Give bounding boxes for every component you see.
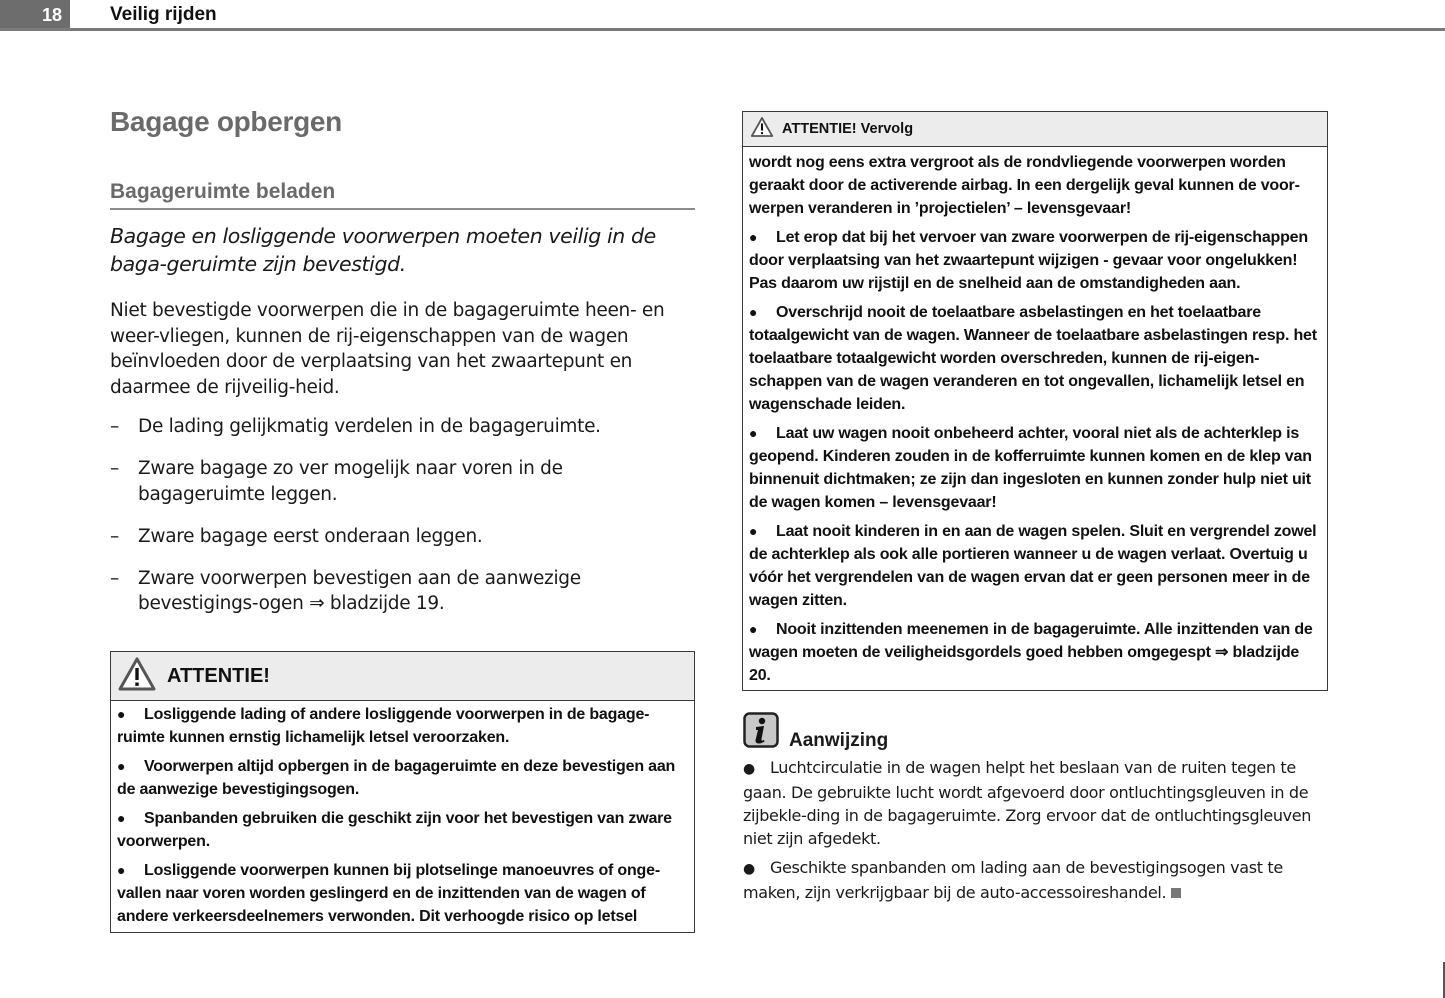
bullet-icon: ●	[117, 810, 126, 826]
warning-item: ● Losliggende voorwerpen kunnen bij plotselinge manoeuvres of onge-vallen naar voren worden geslingerd en de inzittenden van de wagen of andere verkeersdeelnemers verwonden. Dit verhoogde risico op letsel	[117, 859, 688, 928]
warning-item: ● Laat nooit kinderen in en aan de wagen spelen. Sluit en vergrendel zowel de achterklep als ook alle portieren wanneer u de wagen verlaat. Overtuig u vóór het vergrendelen van de wagen ervan dat er geen personen meer in de wagen zitten.	[749, 520, 1321, 612]
note-title: Aanwijzing	[789, 730, 889, 751]
warning-body	[743, 147, 1327, 687]
bullet-icon: ●	[117, 758, 126, 774]
bullet-icon: ●	[749, 621, 758, 637]
note-item: ● Luchtcirculatie in de wagen helpt het beslaan van de ruiten tegen te gaan. De gebruikte lucht wordt afgevoerd door ontluchtingsgleuven in de zijbekle-ding in de bagageruimte. Zorg ervoor dat de ontluchtingsgleuven niet zijn afgedekt.	[743, 758, 1312, 848]
header-rule	[0, 28, 1445, 31]
bullet-icon: ●	[117, 706, 126, 722]
bullet-icon: ●	[743, 761, 755, 777]
dash-marker: –	[110, 525, 119, 547]
warning-item: ● Laat uw wagen nooit onbeheerd achter, vooral niet als de achterklep is geopend. Kinderen zouden in de kofferruimte kunnen komen en de klep van binnenuit dichtmaken; ze zijn dan ingesloten en kunnen zonder hulp niet uit de wagen komen – levensgevaar!	[749, 422, 1321, 514]
bullet-icon: ●	[749, 304, 758, 320]
body-paragraph: Niet bevestigde voorwerpen die in de bagageruimte heen- en weer-vliegen, kunnen de rij-eigenschappen van de wagen beïnvloeden door de verplaatsing van het zwaartepunt en daarmee de rijveilig-heid.	[110, 300, 665, 398]
page-number: 18	[0, 0, 70, 29]
warning-box	[110, 651, 695, 933]
instruction-text: Zware bagage zo ver mogelijk naar voren in de bagageruimte leggen.	[138, 458, 563, 505]
end-of-section-icon	[1171, 888, 1181, 898]
instruction-list	[110, 414, 695, 617]
warning-title: ATTENTIE! Vervolg	[782, 121, 914, 137]
instruction-text: De lading gelijkmatig verdelen in de bagageruimte.	[138, 416, 601, 437]
note-section	[743, 716, 1333, 910]
warning-item: ● Spanbanden gebruiken die geschikt zijn voor het bevestigen van zware voorwerpen.	[117, 807, 688, 853]
warning-header	[743, 112, 1327, 147]
warning-header	[111, 652, 694, 701]
instruction-text: Zware bagage eerst onderaan leggen.	[138, 525, 483, 547]
note-header	[743, 716, 1333, 752]
running-title: Veilig rijden	[110, 4, 217, 25]
warning-box-continued	[742, 111, 1328, 691]
warning-title: ATTENTIE!	[167, 664, 270, 687]
warning-continuation: wordt nog eens extra vergroot als de rondvliegende voorwerpen worden geraakt door de activerende airbag. In een dergelijk geval kunnen de voor-werpen veranderen in ’projectielen’ – levensgevaar!	[749, 154, 1300, 217]
bullet-icon: ●	[743, 861, 755, 877]
lead-paragraph: Bagage en losliggende voorwerpen moeten veilig in de baga-geruimte zijn bevestigd.	[110, 224, 656, 276]
instruction-item	[110, 456, 695, 507]
warning-item: ● Let erop dat bij het vervoer van zware voorwerpen de rij-eigenschappen door verplaatsing van het zwaartepunt wijzigen - gevaar voor ongelukken! Pas daarom uw rijstijl en de snelheid aan de omstandigheden aan.	[749, 226, 1321, 295]
warning-item: ● Overschrijd nooit de toelaatbare asbelastingen en het toelaatbare totaalgewicht van de wagen. Wanneer de toelaatbare asbelastingen resp. het toelaatbare totaalgewicht worden overschreden, kunnen de rij-eigen-schappen van de wagen veranderen en tot ongevallen, lichamelijk letsel en wagenschade leiden.	[749, 301, 1321, 416]
warning-item: ● Losliggende lading of andere losliggende voorwerpen in de bagage-ruimte kunnen ernstig lichamelijk letsel veroorzaken.	[117, 703, 688, 749]
warning-item: ● Nooit inzittenden meenemen in de bagageruimte. Alle inzittenden van de wagen moeten de veiligheidsgordels goed hebben omgegespt ⇒ bladzijde 20.	[749, 618, 1321, 687]
note-item: ● Geschikte spanbanden om lading aan de bevestigingsogen vast te maken, zijn verkrijgbaar bij de auto-accessoireshandel.	[743, 858, 1283, 902]
dash-marker: –	[110, 567, 119, 589]
bullet-icon: ●	[749, 229, 758, 245]
section-title: Bagage opbergen	[110, 106, 342, 137]
instruction-item	[110, 524, 695, 550]
warning-item: ● Voorwerpen altijd opbergen in de bagageruimte en deze bevestigen aan de aanwezige bevestigingsogen.	[117, 755, 688, 801]
bullet-icon: ●	[749, 425, 758, 441]
dash-marker: –	[110, 458, 119, 479]
subsection-title: Bagageruimte beladen	[110, 178, 695, 210]
warning-body	[111, 701, 694, 928]
info-icon	[743, 712, 779, 752]
instruction-text: Zware voorwerpen bevestigen aan de aanwezige bevestigings-ogen ⇒ bladzijde 19.	[138, 567, 581, 614]
instruction-item	[110, 566, 695, 617]
bullet-icon: ●	[749, 523, 758, 539]
page-header	[0, 0, 1445, 30]
bullet-icon: ●	[117, 862, 126, 878]
warning-triangle-icon	[750, 116, 774, 142]
instruction-item	[110, 414, 695, 440]
left-column	[110, 100, 695, 633]
note-body	[743, 756, 1333, 904]
warning-triangle-icon	[117, 656, 157, 696]
dash-marker: –	[110, 416, 119, 437]
